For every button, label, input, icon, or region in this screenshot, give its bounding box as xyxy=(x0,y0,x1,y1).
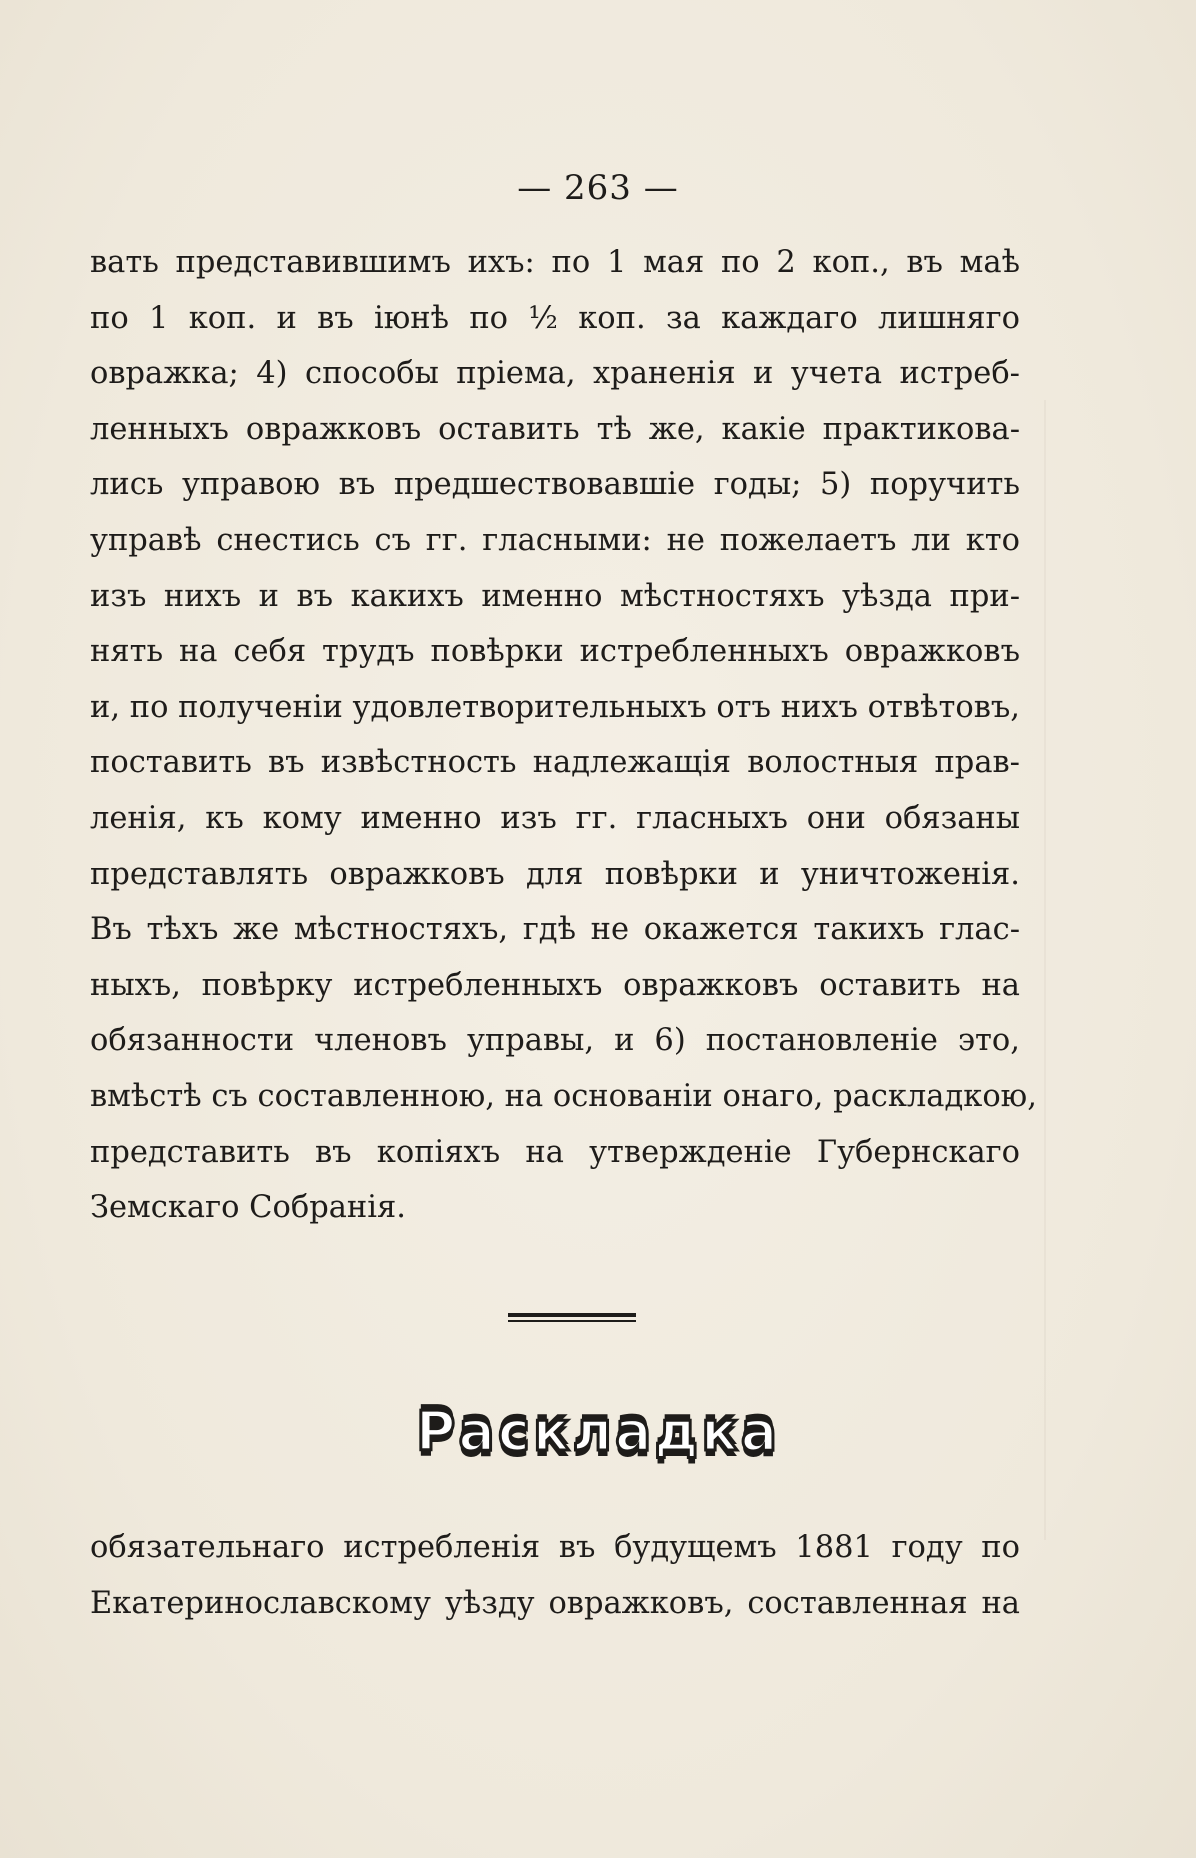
text-line: Земскаго Собранія. xyxy=(90,1190,406,1226)
text-line: изъ нихъ и въ какихъ именно мѣстностяхъ уѣзда при- xyxy=(90,578,1020,614)
text-line: поставить въ извѣстность надлежащія волостныя прав- xyxy=(90,745,1020,781)
text-line: обязанности членовъ управы, и 6) постановленіе это, xyxy=(90,1023,1020,1059)
section-heading: Раскладка xyxy=(415,1400,781,1463)
text-line: и, по полученіи удовлетворительныхъ отъ нихъ отвѣтовъ, xyxy=(90,689,1020,725)
text-line: овражка; 4) способы пріема, храненія и учета истреб- xyxy=(90,356,1020,392)
text-line: нять на себя трудъ повѣрки истребленныхъ овражковъ xyxy=(90,634,1020,670)
page-number: — 263 — xyxy=(517,168,679,208)
text-line: по 1 коп. и въ іюнѣ по ½ коп. за каждаго лишняго xyxy=(90,300,1020,336)
text-line: управѣ снестись съ гг. гласными: не пожелаетъ ли кто xyxy=(90,522,1020,558)
section-divider xyxy=(508,1313,636,1322)
text-line: вмѣстѣ съ составленною, на основаніи онаго, раскладкою, xyxy=(90,1078,1037,1114)
text-line: лись управою въ предшествовавшіе годы; 5) поручить xyxy=(90,467,1020,503)
text-line: ленія, къ кому именно изъ гг. гласныхъ они обязаны xyxy=(90,800,1020,836)
text-line: вать представившимъ ихъ: по 1 мая по 2 коп., въ маѣ xyxy=(90,245,1020,280)
text-line: представить въ копіяхъ на утвержденіе Губернскаго xyxy=(90,1134,1020,1170)
text-line: ленныхъ овражковъ оставить тѣ же, какіе практикова- xyxy=(90,411,1020,447)
closing-paragraph xyxy=(90,1520,1020,1631)
text-line: обязательнаго истребленія въ будущемъ 1881 году по xyxy=(90,1530,1020,1565)
text-line: Екатеринославскому уѣзду овражковъ, составленная на xyxy=(90,1585,1020,1621)
text-line: представлять овражковъ для повѣрки и уничтоженія. xyxy=(90,856,1020,892)
text-line: Въ тѣхъ же мѣстностяхъ, гдѣ не окажется такихъ глас- xyxy=(90,912,1020,948)
body-paragraph xyxy=(90,235,1037,1236)
text-line: ныхъ, повѣрку истребленныхъ овражковъ оставить на xyxy=(90,967,1020,1003)
